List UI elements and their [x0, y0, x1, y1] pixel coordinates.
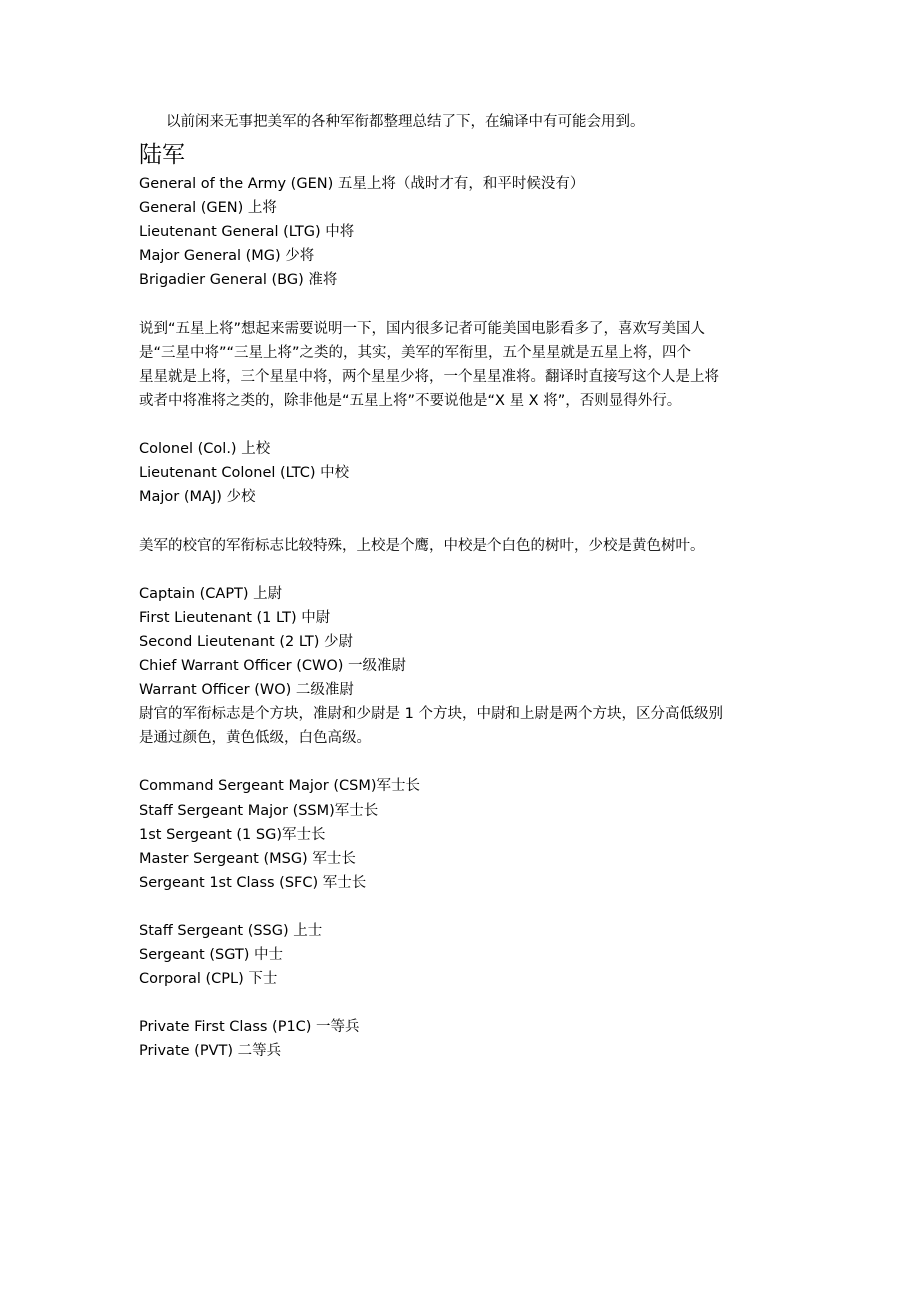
note-line: 说到“五星上将”想起来需要说明一下，国内很多记者可能美国电影看多了，喜欢写美国人 [139, 320, 706, 337]
spacer [139, 509, 784, 533]
rank-line: Corporal (CPL) 下士 [139, 971, 278, 988]
rank-line: Colonel (Col.) 上校 [139, 441, 271, 458]
document-content [139, 110, 784, 1064]
rank-line: Sergeant (SGT) 中士 [139, 947, 284, 964]
rank-line: Private (PVT) 二等兵 [139, 1043, 282, 1060]
general-ranks-list [139, 172, 784, 292]
field-note-paragraph: 美军的校官的军衔标志比较特殊，上校是个鹰，中校是个白色的树叶，少校是黄色树叶。 [139, 537, 705, 554]
rank-line: Major General (MG) 少将 [139, 248, 315, 265]
note-line: 是通过颜色，黄色低级，白色高级。 [139, 730, 371, 747]
spacer [139, 750, 784, 774]
rank-line: Private First Class (P1C) 一等兵 [139, 1019, 360, 1036]
intro-paragraph: 以前闲来无事把美军的各种军衔都整理总结了下，在编译中有可能会用到。 [166, 114, 645, 130]
rank-line: Command Sergeant Major (CSM)军士长 [139, 778, 420, 795]
rank-line: Lieutenant General (LTG) 中将 [139, 224, 355, 241]
enlisted-ranks-list [139, 1015, 784, 1063]
rank-line: Warrant Officer (WO) 二级准尉 [139, 682, 354, 699]
rank-line: 1st Sergeant (1 SG)军士长 [139, 826, 326, 843]
section-title: 陆军 [139, 142, 185, 169]
company-note-paragraph [139, 702, 784, 750]
rank-line: Second Lieutenant (2 LT) 少尉 [139, 633, 354, 650]
rank-line: Sergeant 1st Class (SFC) 军士长 [139, 874, 367, 891]
rank-line: Lieutenant Colonel (LTC) 中校 [139, 465, 350, 482]
spacer [139, 991, 784, 1015]
rank-line: Major (MAJ) 少校 [139, 489, 256, 506]
rank-line: Brigadier General (BG) 准将 [139, 272, 338, 289]
note-line: 或者中将准将之类的，除非他是“五星上将”不要说他是“X 星 X 将”，否则显得外行。 [139, 392, 682, 409]
general-note-paragraph [139, 317, 784, 413]
rank-line: Staff Sergeant Major (SSM)军士长 [139, 802, 379, 819]
spacer [139, 895, 784, 919]
rank-line: Staff Sergeant (SSG) 上士 [139, 923, 323, 939]
rank-line: First Lieutenant (1 LT) 中尉 [139, 609, 331, 626]
rank-line: Chief Warrant Officer (CWO) 一级准尉 [139, 657, 407, 674]
nco-ranks-list [139, 919, 784, 991]
spacer [139, 558, 784, 582]
spacer [139, 293, 784, 317]
note-line: 尉官的军衔标志是个方块，准尉和少尉是 1 个方块，中尉和上尉是两个方块，区分高低级别 [139, 706, 723, 723]
note-line: 星星就是上将，三个星星中将，两个星星少将，一个星星准将。翻译时直接写这个人是上将 [139, 368, 719, 385]
rank-line: General (GEN) 上将 [139, 200, 277, 217]
spacer [139, 413, 784, 437]
field-ranks-list [139, 437, 784, 509]
company-ranks-list [139, 582, 784, 702]
rank-line: General of the Army (GEN) 五星上将（战时才有，和平时候没有） [139, 176, 585, 193]
rank-line: Captain (CAPT) 上尉 [139, 585, 283, 602]
senior-nco-ranks-list [139, 774, 784, 894]
note-line: 是“三星中将”“三星上将”之类的，其实，美军的军衔里，五个星星就是五星上将，四个 [139, 344, 692, 361]
rank-line: Master Sergeant (MSG) 军士长 [139, 850, 356, 867]
